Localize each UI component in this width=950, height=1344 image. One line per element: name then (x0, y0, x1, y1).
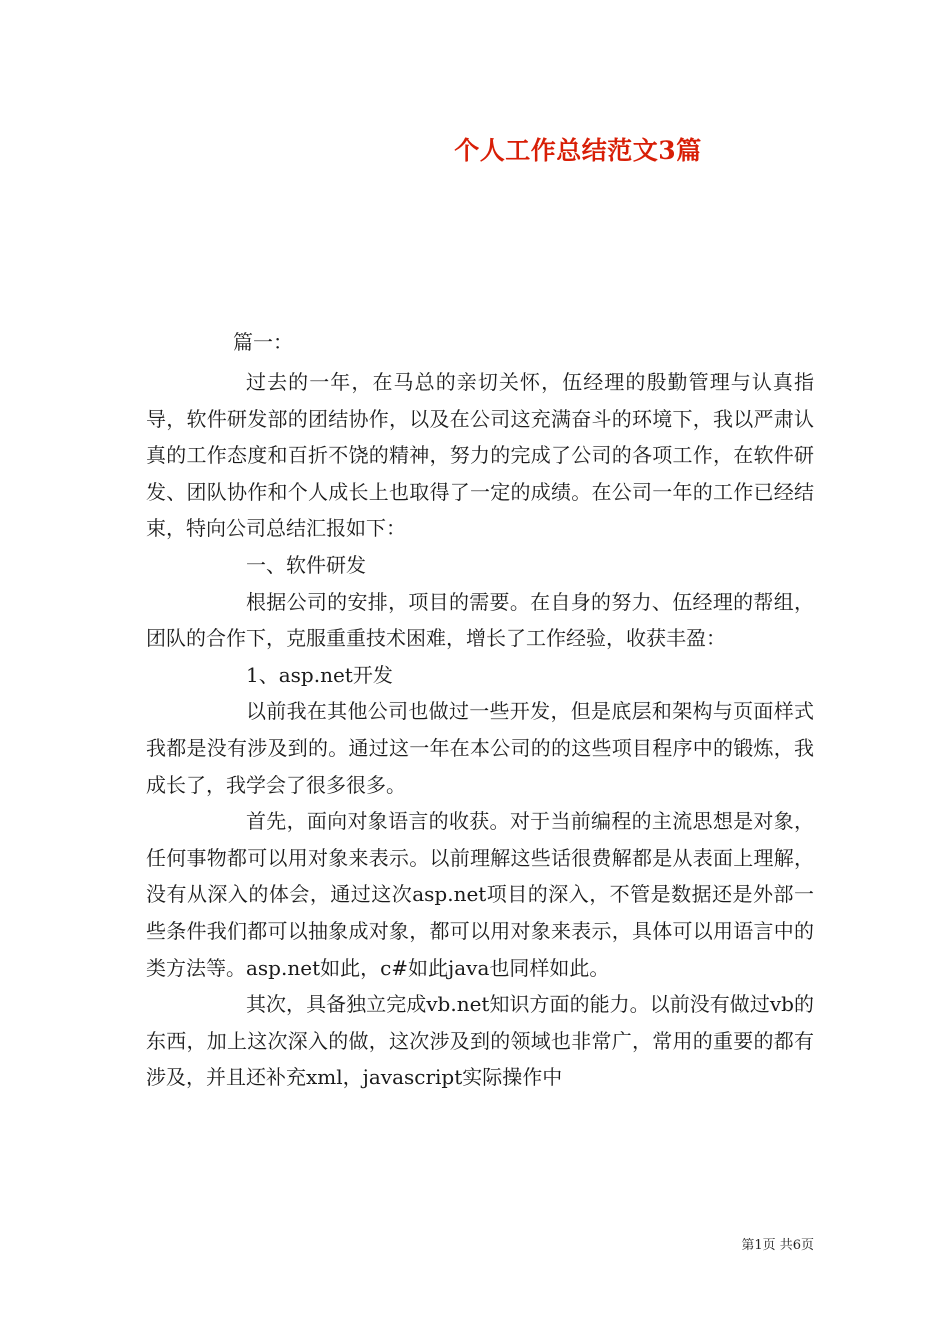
page-number: 第1页 共6页 (741, 1238, 814, 1253)
paragraph-experience: 以前我在其他公司也做过一些开发，但是底层和架构与页面样式我都是没有涉及到的。通过这一年在本公司的的这些项目程序中的锻炼，我成长了，我学会了很多很多。 (146, 699, 814, 797)
section-heading: 篇一： (233, 330, 293, 354)
paragraph-oop: 首先，面向对象语言的收获。对于当前编程的主流思想是对象，任何事物都可以用对象来表示。以前理解这些话很费解都是从表面上理解，没有从深入的体会，通过这次asp.net项目的深入，不管是数据还是外部一些条件我们都可以抽象成对象，都可以用对象来表示，具体可以用语言中的类方法等。asp.net如此，c#如此java也同样如此。 (146, 809, 814, 980)
paragraph-vb-net: 其次，具备独立完成vb.net知识方面的能力。以前没有做过vb的东西，加上这次深入的做，这次涉及到的领域也非常广，常用的重要的都有涉及，并且还补充xml，javascript实际操作中 (146, 992, 814, 1090)
document-title: 个人工作总结范文3篇 (454, 136, 702, 165)
document-body (146, 364, 814, 1096)
paragraph-software-dev: 根据公司的安排，项目的需要。在自身的努力、伍经理的帮组，团队的合作下，克服重重技术困难，增长了工作经验，收获丰盈： (146, 589, 814, 651)
paragraph-intro: 过去的一年，在马总的亲切关怀，伍经理的殷勤管理与认真指导，软件研发部的团结协作，以及在公司这充满奋斗的环境下，我以严肃认真的工作态度和百折不饶的精神，努力的完成了公司的各项工作，在软件研发、团队协作和个人成长上也取得了一定的成绩。在公司一年的工作已经结束，特向公司总结汇报如下： (146, 370, 814, 541)
subheading-asp-net: 1、asp.net开发 (246, 662, 393, 687)
subheading-software-dev: 一、软件研发 (246, 552, 366, 577)
